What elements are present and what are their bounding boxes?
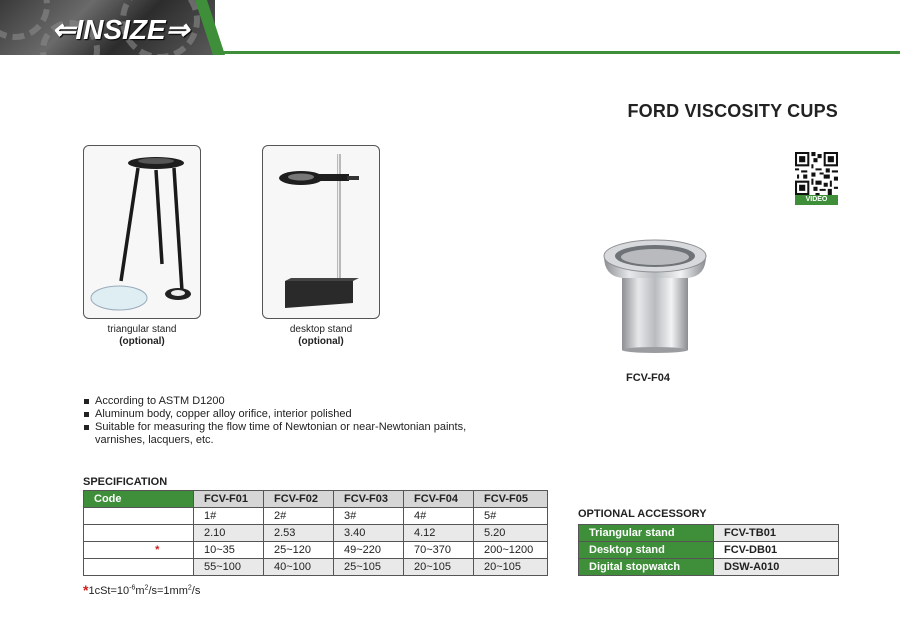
specification-table [83, 490, 548, 576]
footnote-text: m [135, 585, 145, 597]
row-label: Orifice (mm) [84, 525, 194, 542]
table-header-cell: FCV-F05 [474, 491, 548, 508]
table-row [84, 559, 548, 576]
table-cell: 25~120 [264, 542, 334, 559]
table-cell: 55~100 [194, 559, 264, 576]
footnote-sup: 2 [144, 584, 149, 592]
desktop-stand-caption [251, 324, 391, 348]
feature-list [84, 395, 494, 447]
row-label: Efflux (s) [84, 559, 194, 576]
table-row [579, 525, 839, 542]
stand-name: desktop stand [289, 324, 353, 335]
accessory-code: FCV-TB01 [714, 525, 839, 542]
unit-footnote [83, 582, 200, 598]
triangular-stand-image [83, 145, 201, 319]
table-cell: 200~1200 [474, 542, 548, 559]
stand-optional-note: (optional) [119, 336, 165, 347]
banner-divider [215, 51, 900, 54]
qr-code[interactable] [795, 152, 838, 195]
table-cell: 4.12 [404, 525, 474, 542]
feature-item: According to ASTM D1200 [84, 395, 494, 408]
table-cell: 1# [194, 508, 264, 525]
row-label: Range (cSt) [94, 544, 156, 556]
table-header-cell: Code [84, 491, 194, 508]
table-cell: 2.10 [194, 525, 264, 542]
product-code-label: FCV-F04 [626, 372, 671, 384]
accessory-name: Triangular stand [579, 525, 714, 542]
footnote-sup: 2 [187, 584, 192, 592]
table-cell: 20~105 [474, 559, 548, 576]
stand-name: triangular stand [107, 324, 177, 335]
feature-item: Aluminum body, copper alloy orifice, interior polished [84, 408, 494, 421]
footnote-star: * [155, 544, 160, 556]
table-row [84, 542, 548, 559]
table-cell: 40~100 [264, 559, 334, 576]
header-banner [0, 0, 900, 55]
table-header-row [84, 491, 548, 508]
feature-item: Suitable for measuring the flow time of Newtonian or near-Newtonian paints, varnishes, lacquers, etc. [84, 421, 494, 447]
accessory-code: FCV-DB01 [714, 542, 839, 559]
footnote-text: /s [191, 585, 201, 597]
table-cell: 5# [474, 508, 548, 525]
page-title: FORD VISCOSITY CUPS [627, 101, 838, 121]
table-cell: 49~220 [334, 542, 404, 559]
table-cell: 20~105 [404, 559, 474, 576]
footnote-star: * [83, 582, 89, 598]
table-row [579, 559, 839, 576]
table-cell: 10~35 [194, 542, 264, 559]
row-label: Cup No. [84, 508, 194, 525]
footnote-text: /s=1mm [148, 585, 188, 597]
table-header-cell: FCV-F03 [334, 491, 404, 508]
triangular-stand-caption [72, 324, 212, 348]
footnote-sup: -6 [129, 584, 136, 592]
stand-optional-note: (optional) [298, 336, 344, 347]
table-cell: 70~370 [404, 542, 474, 559]
brand-logo: ⇐INSIZE⇒ [52, 14, 190, 45]
viscosity-cup-image [600, 228, 710, 358]
table-cell: 3# [334, 508, 404, 525]
accessory-name: Digital stopwatch [579, 559, 714, 576]
row-label-cell [84, 542, 194, 559]
table-cell: 2.53 [264, 525, 334, 542]
footnote-text: 1cSt=10 [88, 585, 130, 597]
table-cell: 2# [264, 508, 334, 525]
specification-title: SPECIFICATION [83, 476, 168, 488]
table-row [84, 525, 548, 542]
table-row [84, 508, 548, 525]
table-header-cell: FCV-F02 [264, 491, 334, 508]
table-header-cell: FCV-F01 [194, 491, 264, 508]
video-label[interactable]: VIDEO [795, 195, 838, 205]
table-cell: 5.20 [474, 525, 548, 542]
table-header-cell: FCV-F04 [404, 491, 474, 508]
accessory-table [578, 524, 839, 576]
accessory-name: Desktop stand [579, 542, 714, 559]
table-row [579, 542, 839, 559]
table-cell: 3.40 [334, 525, 404, 542]
table-cell: 25~105 [334, 559, 404, 576]
accessory-title: OPTIONAL ACCESSORY [578, 508, 707, 520]
desktop-stand-image [262, 145, 380, 319]
accessory-code: DSW-A010 [714, 559, 839, 576]
table-cell: 4# [404, 508, 474, 525]
